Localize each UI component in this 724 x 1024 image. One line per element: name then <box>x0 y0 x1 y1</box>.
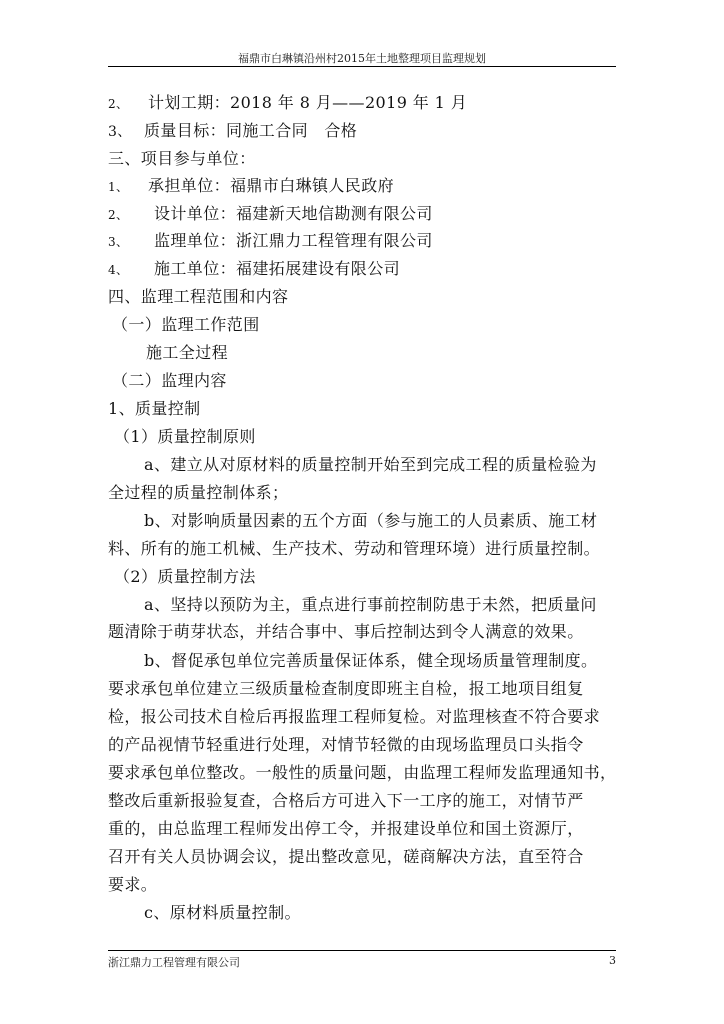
paragraph-line: 检，报公司技术自检后再报监理工程师复检。对监理核查不符合要求 <box>108 707 601 726</box>
header-rule <box>108 66 616 67</box>
paragraph-line: 要求。 <box>108 875 158 894</box>
line-text: 施工单位：福建拓展建设有限公司 <box>154 259 401 278</box>
item-number: 2、 <box>108 97 129 111</box>
line-text: 设计单位：福建新天地信勘测有限公司 <box>154 204 433 223</box>
line-text: 计划工期：2018 年 8 月——2019 年 1 月 <box>148 93 468 112</box>
item-number: 3、 <box>108 235 129 249</box>
paragraph-line: 施工全过程 <box>146 343 229 362</box>
item-heading: （1）质量控制原则 <box>114 427 256 446</box>
paragraph-line: 题清除于萌芽状态，并结合事中、事后控制达到令人满意的效果。 <box>108 622 584 641</box>
item-number: 3、 <box>108 124 132 140</box>
page-number: 3 <box>609 954 616 967</box>
page-header: 福鼎市白琳镇沿州村2015年土地整理项目监理规划 <box>238 52 486 65</box>
footer-rule <box>108 950 616 951</box>
paragraph-line: 重的，由总监理工程师发出停工令，并报建设单位和国土资源厅， <box>108 819 584 838</box>
paragraph-line: b、督促承包单位完善质量保证体系，健全现场质量管理制度。 <box>144 651 598 670</box>
unit-line <box>108 229 628 254</box>
line-text: 承担单位：福鼎市白琳镇人民政府 <box>148 176 395 195</box>
footer-company: 浙江鼎力工程管理有限公司 <box>108 956 240 969</box>
section-heading: 四、监理工程范围和内容 <box>108 287 289 306</box>
unit-line <box>108 202 628 227</box>
unit-line <box>108 257 628 282</box>
paragraph-line: b、对影响质量因素的五个方面（参与施工的人员素质、施工材 <box>144 511 598 530</box>
paragraph-line: 全过程的质量控制体系； <box>108 483 289 502</box>
item-heading: 1、质量控制 <box>108 399 201 418</box>
paragraph-line: 要求承包单位整改。一般性的质量问题，由监理工程师发监理通知书， <box>108 763 617 782</box>
item-number: 2、 <box>108 208 129 222</box>
item-heading: （2）质量控制方法 <box>114 567 256 586</box>
schedule-line <box>108 91 628 116</box>
paragraph-line: 要求承包单位建立三级质量检查制度即班主自检，报工地项目组复 <box>108 679 584 698</box>
item-number: 1、 <box>108 180 129 194</box>
item-number: 4、 <box>108 263 129 277</box>
paragraph-line: 整改后重新报验复查，合格后方可进入下一工序的施工，对情节严 <box>108 791 584 810</box>
paragraph-line: a、坚持以预防为主，重点进行事前控制防患于未然，把质量问 <box>144 595 597 614</box>
line-text: 质量目标：同施工合同 合格 <box>144 121 358 140</box>
paragraph-line: 召开有关人员协调会议，提出整改意见，磋商解决方法，直至符合 <box>108 847 584 866</box>
paragraph-line: 料、所有的施工机械、生产技术、劳动和管理环境）进行质量控制。 <box>108 539 601 558</box>
paragraph-line: 的产品视情节轻重进行处理，对情节轻微的由现场监理员口头指令 <box>108 735 584 754</box>
paragraph-line: a、建立从对原材料的质量控制开始至到完成工程的质量检验为 <box>144 455 597 474</box>
quality-target-line <box>108 119 628 144</box>
section-heading: 三、项目参与单位： <box>108 149 256 168</box>
subsection-heading: （一）监理工作范围 <box>112 315 260 334</box>
paragraph-line: c、原材料质量控制。 <box>144 903 301 922</box>
line-text: 监理单位：浙江鼎力工程管理有限公司 <box>154 231 433 250</box>
subsection-heading: （二）监理内容 <box>112 371 227 390</box>
unit-line <box>108 174 628 199</box>
